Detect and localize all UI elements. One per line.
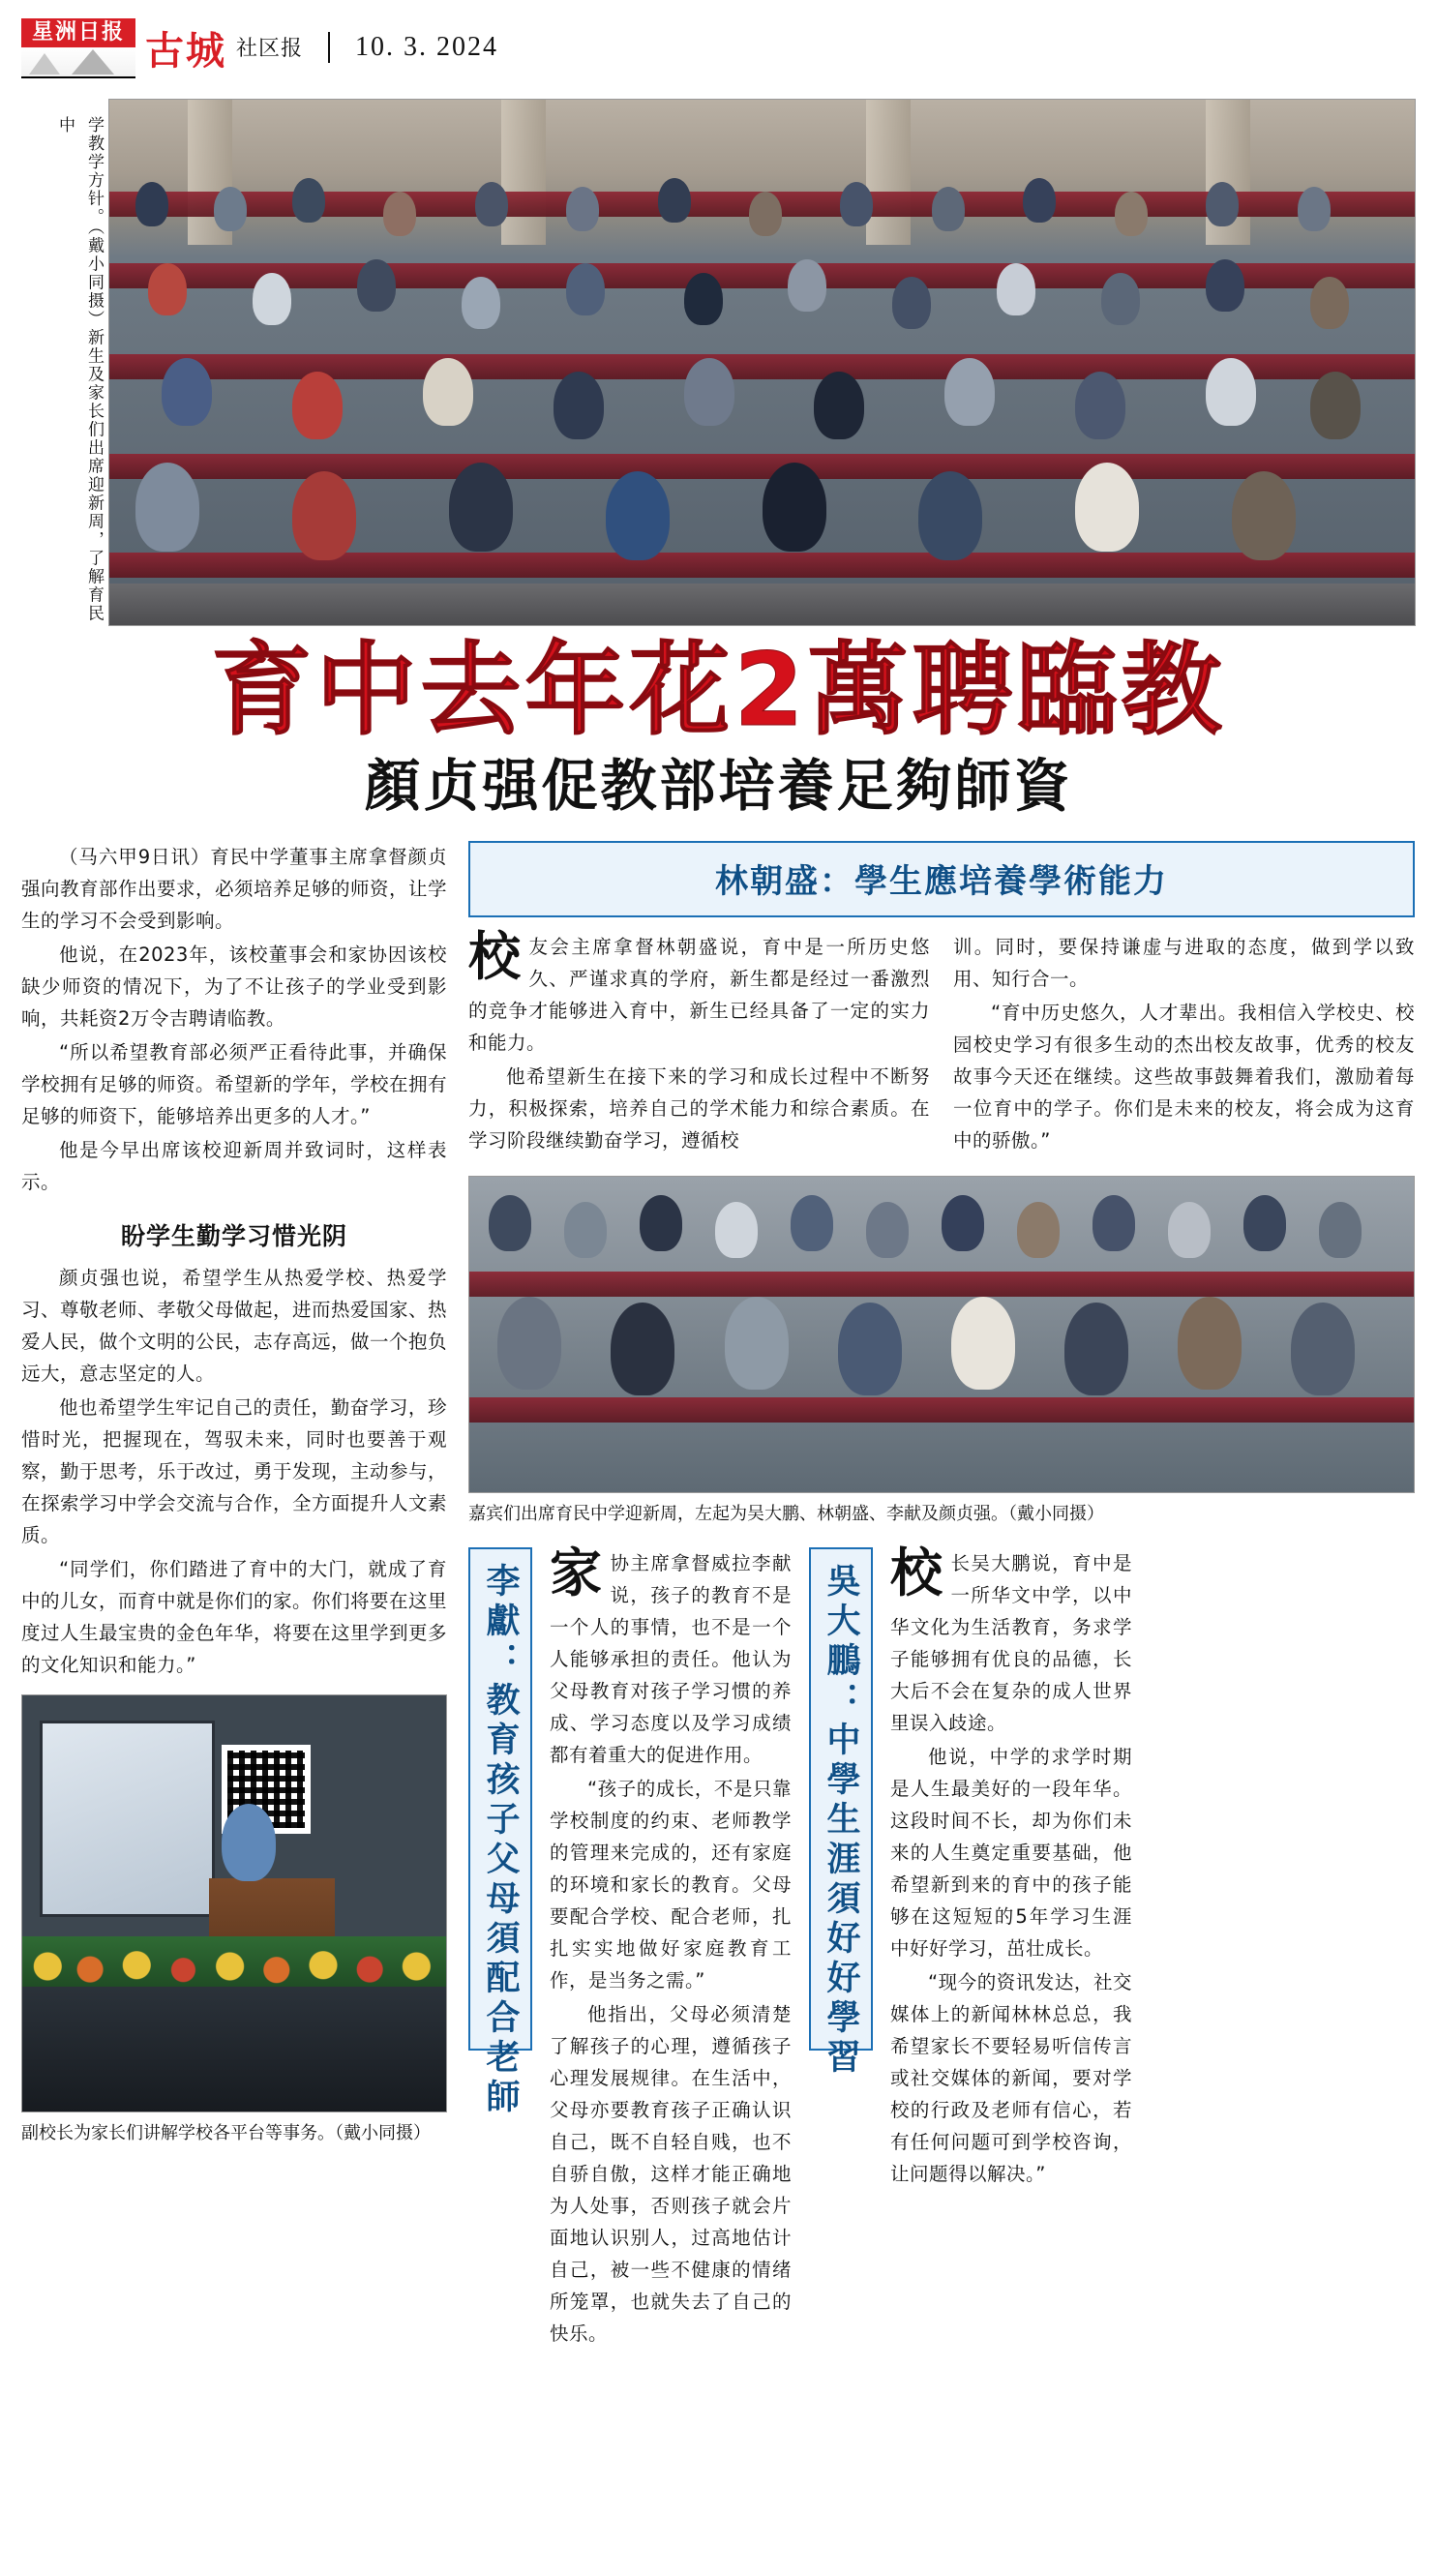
boxed-heading: [468, 841, 1415, 917]
lin-col-2: [953, 931, 1415, 1158]
dropcap: 家: [550, 1542, 603, 1603]
paragraph: 他也希望学生牢记自己的责任，勤奋学习，珍惜时光，把握现在，驾驭未来，同时也要善于观察，勤于思考，乐于改过，勇于发现，主动参与，在探索学习中学会交流与合作，全方面提升人文素质。: [21, 1395, 448, 1546]
paragraph: 颜贞强也说，希望学生从热爱学校、热爱学习、尊敬老师、孝敬父母做起，进而热爱国家、热爱人民，做个文明的公民，志存高远，做一个抱负远大，意志坚定的人。: [21, 1266, 448, 1385]
paragraph: 他希望新生在接下来的学习和成长过程中不断努力，积极探索，培养自己的学术能力和综合素质。在学习阶段继续勤奋学习，遵循校: [468, 1064, 930, 1152]
page-title: 育中去年花2萬聘臨教: [211, 631, 1226, 749]
dropcap: 校: [890, 1542, 943, 1603]
paragraph-text: 友会主席拿督林朝盛说，育中是一所历史悠久、严谨求真的学府，新生都是经过一番激烈的竞争才能够进入育中，新生已经具备了一定的实力和能力。: [468, 935, 930, 1054]
li-xian-text: [550, 1542, 792, 2351]
paragraph-text: 协主席拿督威拉李献说，孩子的教育不是一个人的事情，也不是一个人能够承担的责任。他认为父母教育对孩子学习惯的养成、学习态度以及学习成绩都有着重大的促进作用。: [550, 1551, 792, 1766]
paragraph: [468, 925, 930, 1059]
article-body: [21, 841, 1416, 2351]
paragraph: 训。同时，要保持谦虚与进取的态度，做到学以致用、知行合一。: [953, 935, 1415, 990]
top-photo-caption: 学教学方针。（戴小同摄）新生及家长们出席迎新周，了解育民中: [55, 116, 104, 623]
page-subtitle: 顏贞强促教部培養足夠師資: [364, 753, 1073, 819]
paragraph: （马六甲9日讯）育民中学董事主席拿督颜贞强向教育部作出要求，必须培养足够的师资，让学生的学习不会受到影响。: [21, 845, 448, 932]
lower-section: [468, 1542, 1415, 2351]
section-subheading: 盼学生勤学习惜光阴: [120, 1221, 347, 1250]
projection-screen: [40, 1721, 215, 1918]
paragraph: “育中历史悠久，人才辈出。我相信入学校史、校园校史学习有很多生动的杰出校友故事，优秀的校友故事今天还在继续。这些故事鼓舞着我们，激励着每一位育中的学子。你们是未来的校友，将会成为这育中的骄傲。”: [953, 1001, 1415, 1152]
top-photo: [108, 99, 1416, 626]
photo2-caption: 嘉宾们出席育民中学迎新周，左起为吴大鹏、林朝盛、李献及颜贞强。（戴小同摄）: [468, 1503, 1104, 1524]
vertical-title-li-xian: 李獻：教育孩子父母須配合老師: [468, 1547, 532, 2051]
vertical-title-wu-dapeng: 吳大鵬：中學生涯須好好學習: [809, 1547, 873, 2051]
photo-floor: [109, 584, 1415, 625]
paragraph: “同学们，你们踏进了育中的大门，就成了育中的儿女，而育中就是你们的家。你们将要在这里度过人生最宝贵的金色年华，将要在这里学到更多的文化知识和能力。”: [21, 1557, 448, 1676]
photo-crowd: [109, 173, 1415, 625]
wu-dapeng-text: [890, 1542, 1132, 2192]
paragraph: 他指出，父母必须清楚了解孩子的心理，遵循孩子心理发展规律。在生活中，父母亦要教育孩子正确认识自己，既不自轻自贱，也不自骄自傲，这样才能正确地为人处事，否则孩子就会片面地认识别人，过高地估计自己，被一些不健康的情绪所笼罩，也就失去了自己的快乐。: [550, 2002, 792, 2345]
paragraph: “现今的资讯发达，社交媒体上的新闻林林总总，我希望家长不要轻易听信传言或社交媒体的新闻，要对学校的行政及老师有信心，若有任何问题可到学校咨询，让问题得以解决。”: [890, 1970, 1132, 2185]
paragraph-text: 长吴大鹏说，育中是一所华文中学，以中华文化为生活教育，务求学子能够拥有优良的品德，长大后不会在复杂的成人世界里误入歧途。: [890, 1551, 1132, 1734]
masthead-city: 古城: [145, 28, 226, 74]
masthead: [21, 0, 1416, 87]
dropcap: 校: [468, 925, 522, 987]
paragraph: 他说，在2023年，该校董事会和家协因该校缺少师资的情况下，为了不让孩子的学业受到影响，共耗资2万令吉聘请临教。: [21, 943, 447, 1030]
paragraph: 他说，中学的求学时期是人生最美好的一段年华。这段时间不长，却为你们未来的人生奠定重要基础，他希望新到来的育中的孩子能够在这短短的5年学习生涯中好好学习，茁壮成长。: [890, 1745, 1132, 1960]
logo-graphic-icon: [21, 47, 135, 78]
photo-hall-presentation: [21, 1694, 447, 2112]
paragraph: “所以希望教育部必须严正看待此事，并确保学校拥有足够的师资。希望新的学年，学校在拥有足够的师资下，能够培养出更多的人才。”: [21, 1040, 448, 1127]
newspaper-logo: [21, 18, 137, 76]
photo3-caption: 副校长为家长们讲解学校各平台等事务。（戴小同摄）: [21, 2122, 431, 2143]
audience-silhouettes: [22, 1987, 446, 2112]
lin-section: [468, 925, 1415, 1158]
boxed-heading-text: 林朝盛：學生應培養學術能力: [715, 861, 1168, 901]
lin-col-1: [468, 925, 930, 1158]
masthead-section: 社区报: [236, 36, 304, 61]
left-column: [21, 841, 447, 2147]
top-photo-row: [21, 99, 1416, 626]
newspaper-logo-text: 星洲日报: [21, 18, 135, 47]
paragraph: “孩子的成长，不是只靠学校制度的约束、老师教学的管理来完成的，还有家庭的环境和家长的教育。父母要配合学校、配合老师，扎扎实实地做好家庭教育工作，是当务之需。”: [550, 1777, 792, 1992]
paragraph: 他是今早出席该校迎新周并致词时，这样表示。: [21, 1138, 447, 1193]
right-column: [468, 841, 1415, 2351]
masthead-date: 10. 3. 2024: [328, 32, 498, 63]
photo-vip-guests: [468, 1176, 1415, 1493]
paragraph: [550, 1542, 792, 1771]
paragraph: [890, 1542, 1132, 1739]
